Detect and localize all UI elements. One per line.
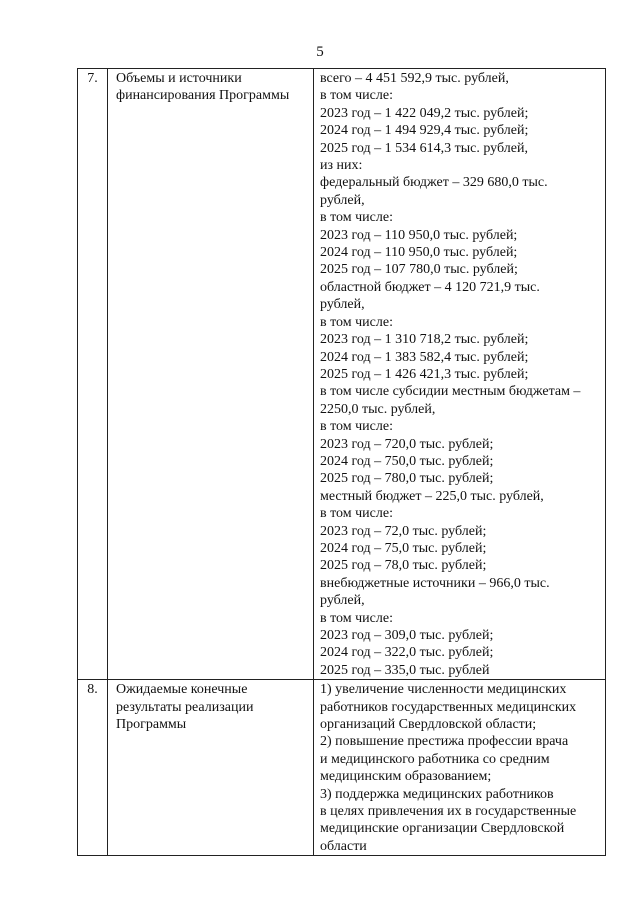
parameter-value-line: 2025 год – 335,0 тыс. рублей: [320, 662, 490, 678]
parameter-value-line: медицинские организации Свердловской: [320, 821, 565, 837]
parameter-value-line: медицинским образованием;: [320, 769, 492, 785]
parameter-value-line: 2023 год – 1 422 049,2 тыс. рублей;: [320, 105, 529, 121]
parameter-value-line: в том числе субсидии местным бюджетам –: [320, 384, 581, 400]
parameter-value-line: 2023 год – 72,0 тыс. рублей;: [320, 523, 487, 539]
parameter-value-line: области: [320, 838, 367, 854]
parameter-value-line: 2025 год – 107 780,0 тыс. рублей;: [320, 262, 518, 278]
parameter-value-line: 2023 год – 309,0 тыс. рублей;: [320, 628, 494, 643]
table-row: [78, 680, 606, 856]
parameter-name-line: результаты реализации: [116, 699, 254, 715]
parameter-value-line: 2024 год – 1 383 582,4 тыс. рублей;: [320, 349, 529, 365]
parameter-value-line: в том числе:: [320, 210, 393, 226]
parameter-value-line: областной бюджет – 4 120 721,9 тыс.: [320, 279, 540, 295]
parameter-value-line: 2025 год – 780,0 тыс. рублей;: [320, 471, 494, 487]
parameter-value-line: 2) повышение престижа профессии врача: [320, 734, 569, 750]
parameter-value-line: рублей,: [320, 192, 365, 208]
passport-table: [77, 68, 606, 856]
parameter-value-line: 2024 год – 750,0 тыс. рублей;: [320, 453, 494, 469]
parameter-value-line: 1) увеличение численности медицинских: [320, 682, 567, 698]
table-row: [78, 69, 606, 680]
parameter-value-line: 2023 год – 720,0 тыс. рублей;: [320, 436, 494, 452]
parameter-name-line: Ожидаемые конечные: [116, 682, 248, 698]
parameter-value-line: 3) поддержка медицинских работников: [320, 786, 554, 802]
parameter-value-line: в целях привлечения их в государственные: [320, 804, 577, 820]
parameter-value-line: 2025 год – 1 534 614,3 тыс. рублей,: [320, 140, 528, 156]
parameter-value-line: внебюджетные источники – 966,0 тыс.: [320, 575, 550, 591]
parameter-value-line: организаций Свердловской области;: [320, 717, 537, 733]
parameter-name-line: Объемы и источники: [116, 71, 242, 86]
row-number: 7.: [78, 69, 108, 680]
parameter-value-line: 2024 год – 322,0 тыс. рублей;: [320, 645, 494, 661]
parameter-value-line: из них:: [320, 158, 363, 174]
parameter-value-line: рублей,: [320, 593, 365, 609]
parameter-value-line: в том числе:: [320, 314, 393, 330]
parameter-value-line: 2024 год – 110 950,0 тыс. рублей;: [320, 245, 518, 261]
parameter-value-line: 2023 год – 1 310 718,2 тыс. рублей;: [320, 332, 529, 348]
parameter-value-line: работников государственных медицинских: [320, 699, 577, 715]
parameter-value-line: в том числе:: [320, 419, 393, 435]
parameter-value-line: в том числе:: [320, 610, 393, 626]
parameter-value-line: всего – 4 451 592,9 тыс. рублей,: [320, 71, 509, 86]
parameter-value-line: федеральный бюджет – 329 680,0 тыс.: [320, 175, 548, 191]
parameter-value-line: 2250,0 тыс. рублей,: [320, 401, 436, 417]
parameter-value-line: 2025 год – 78,0 тыс. рублей;: [320, 558, 487, 574]
parameter-name-cell: [108, 680, 314, 856]
parameter-value-line: рублей,: [320, 297, 365, 313]
parameter-value-line: в том числе:: [320, 506, 393, 522]
parameter-name-line: Программы: [116, 717, 187, 733]
page-number: 5: [316, 44, 324, 60]
parameter-value-line: 2025 год – 1 426 421,3 тыс. рублей;: [320, 366, 529, 382]
parameter-value-line: и медицинского работника со средним: [320, 751, 550, 767]
parameter-value-line: местный бюджет – 225,0 тыс. рублей,: [320, 488, 544, 504]
parameter-value-line: 2024 год – 75,0 тыс. рублей;: [320, 540, 487, 556]
parameter-value-line: 2023 год – 110 950,0 тыс. рублей;: [320, 227, 518, 243]
parameter-value-cell: [314, 680, 606, 856]
parameter-value-cell: [314, 69, 606, 680]
parameter-name-line: финансирования Программы: [116, 88, 290, 104]
parameter-name-cell: [108, 69, 314, 680]
parameter-value-line: 2024 год – 1 494 929,4 тыс. рублей;: [320, 123, 529, 139]
parameter-value-line: в том числе:: [320, 88, 393, 104]
row-number: 8.: [78, 680, 108, 856]
